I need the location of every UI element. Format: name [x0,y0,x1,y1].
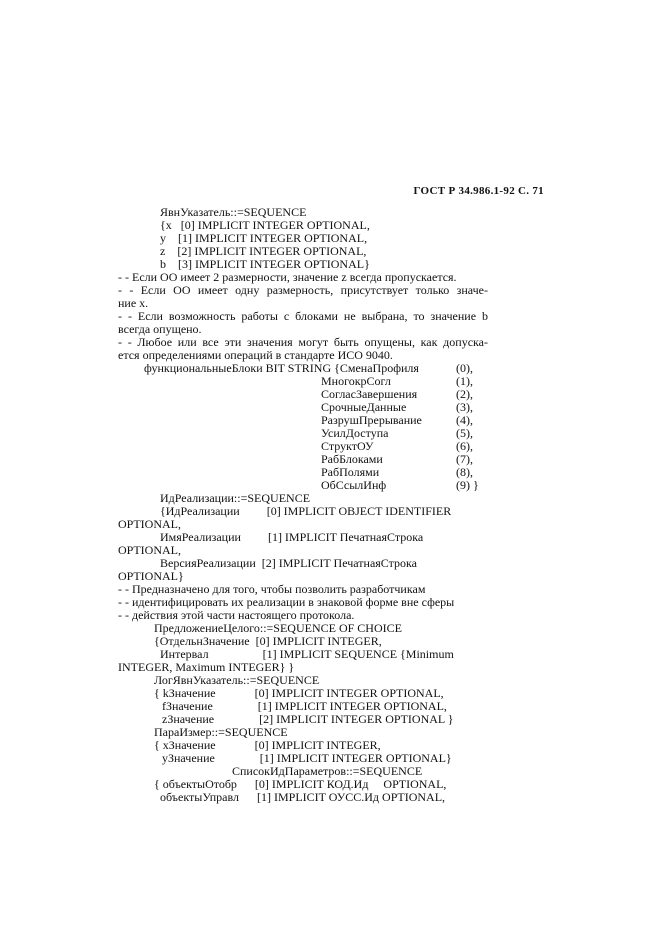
code-line: OPTIONAL, [118,517,181,531]
code-line: y [1] IMPLICIT INTEGER OPTIONAL, [160,231,368,245]
bit-value: (6), [456,439,473,453]
code-line: функциональныеБлоки BIT STRING {СменаПрофиля [144,361,419,375]
code-line: СписокИдПараметров::=SEQUENCE [232,764,423,778]
comment-line: - - идентифицировать их реализации в знаковой форме вне сферы [118,595,455,609]
comment-line: - - Если ОО имеет 2 размерности, значение z всегда пропускается. [118,270,457,284]
code-line: yЗначение [1] IMPLICIT INTEGER OPTIONAL} [162,751,452,765]
code-line: ЛогЯвнУказатель::=SEQUENCE [154,673,320,687]
code-line: { объектыОтобр [0] IMPLICIT КОД.Ид OPTIONAL, [154,777,447,791]
bit-name: РабБлоками [321,452,383,466]
comment-line: ется определениями операций в стандарте ИСО 9040. [118,348,393,362]
page-header: ГОСТ Р 34.986.1-92 С. 71 [413,185,544,197]
comment-line: ние х. [118,296,149,310]
bit-name: ОбСсылИнф [321,478,387,492]
bit-name: МногокрСогл [321,374,391,388]
code-line: b [3] IMPLICIT INTEGER OPTIONAL} [160,257,370,271]
bit-value: (8), [456,465,473,479]
code-line: {ОтдельнЗначение [0] IMPLICIT INTEGER, [154,634,382,648]
code-line: fЗначение [1] IMPLICIT INTEGER OPTIONAL, [162,699,447,713]
code-line: ИдРеализации::=SEQUENCE [160,491,311,505]
bit-value: (1), [456,374,473,388]
bit-value: (5), [456,426,473,440]
comment-line: - - Любое или все эти значения могут быть опущены, как допуска- [118,335,488,349]
comment-line: - - Если ОО имеет одну размерность, присутствует только значе- [118,283,488,297]
code-line: объектыУправл [1] IMPLICIT ОУСС.Ид OPTIONAL, [160,790,446,804]
bit-value: (3), [456,400,473,414]
code-line: ВерсияРеализации [2] IMPLICIT ПечатнаяСтрока [160,556,417,570]
bit-name: РазрушПрерывание [321,413,422,427]
bit-name: СогласЗавершения [321,387,418,401]
code-line: OPTIONAL, [118,543,181,557]
code-line: { kЗначение [0] IMPLICIT INTEGER OPTIONAL, [154,686,444,700]
code-line: INTEGER, Maximum INTEGER} } [118,660,295,674]
bit-name: СтруктОУ [321,439,374,453]
code-line: z [2] IMPLICIT INTEGER OPTIONAL, [160,244,367,258]
code-line: Интервал [1] IMPLICIT SEQUENCE {Minimum [160,647,454,661]
bit-value: (0), [456,361,473,375]
bit-name: СрочныеДанные [321,400,407,414]
code-line: ПредложениеЦелого::=SEQUENCE OF CHOICE [154,621,402,635]
code-line: {x [0] IMPLICIT INTEGER OPTIONAL, [160,218,370,232]
comment-line: - - Если возможность работы с блоками не выбрана, то значение b [118,309,488,323]
code-line: { xЗначение [0] IMPLICIT INTEGER, [154,738,381,752]
code-line: zЗначение [2] IMPLICIT INTEGER OPTIONAL } [162,712,454,726]
bit-name: УсилДоступа [321,426,389,440]
bit-value: (7), [456,452,473,466]
comment-line: - - действия этой части настоящего протокола. [118,608,355,622]
comment-line: всегда опущено. [118,322,202,336]
bit-value: (9) } [456,478,479,492]
bit-value: (2), [456,387,473,401]
code-line: ЯвнУказатель::=SEQUENCE [160,205,307,219]
code-line: OPTIONAL} [118,569,184,583]
code-line: {ИдРеализации [0] IMPLICIT OBJECT IDENTIFIER [160,504,452,518]
comment-line: - - Предназначено для того, чтобы позволить разработчикам [118,582,426,596]
code-line: ИмяРеализации [1] IMPLICIT ПечатнаяСтрока [160,530,424,544]
bit-name: РабПолями [321,465,380,479]
bit-value: (4), [456,413,473,427]
code-line: ПараИзмер::=SEQUENCE [154,725,288,739]
